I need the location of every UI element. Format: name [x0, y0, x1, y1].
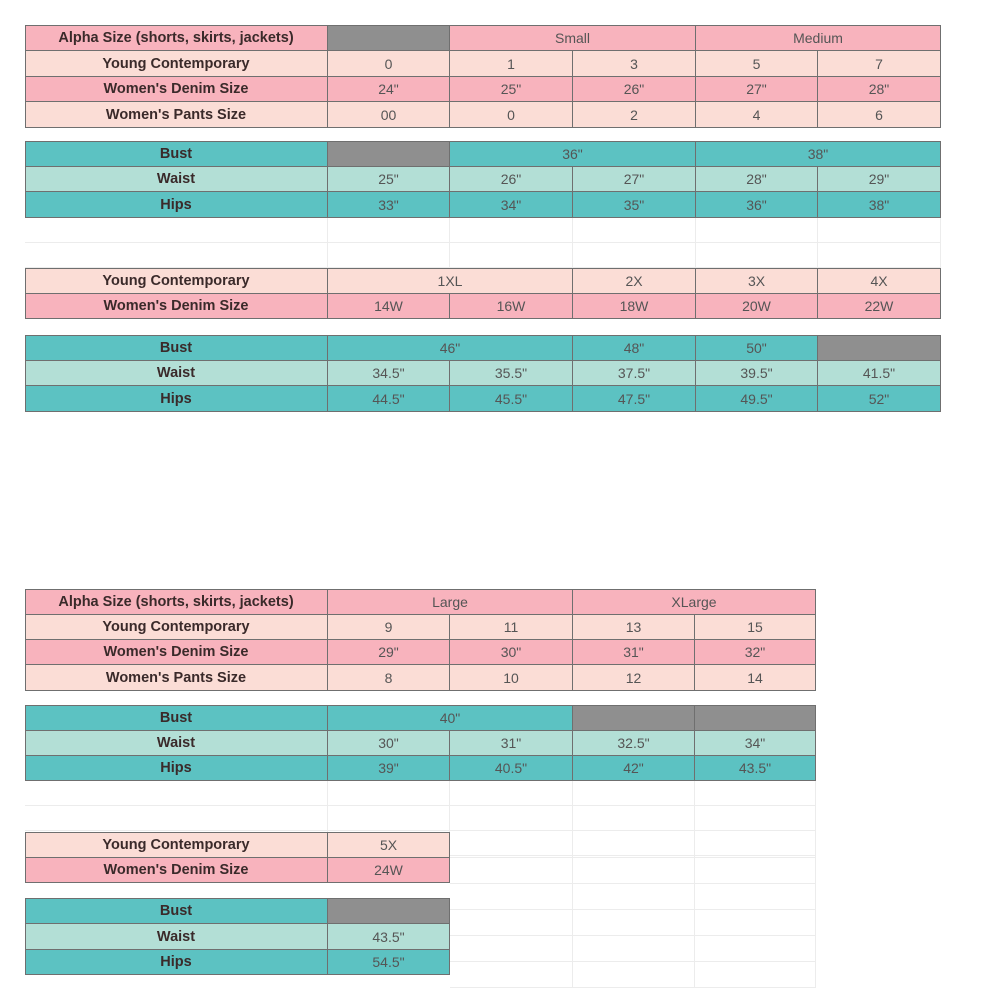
bottom-bust-cell	[695, 705, 816, 731]
bottom-hips-cell: 43.5"	[695, 756, 816, 781]
top-pants-cell: 00	[328, 102, 450, 128]
empty-grid-cell	[573, 936, 695, 962]
empty-grid-cell	[328, 781, 450, 806]
bottom-plus-row-label-young: Young Contemporary	[25, 832, 328, 858]
top-plus-bust-cell: 50"	[696, 335, 818, 361]
empty-grid-cell	[328, 806, 450, 831]
top-plus-waist-cell: 35.5"	[450, 361, 573, 386]
empty-grid-cell	[25, 806, 328, 831]
bottom-denim-cell: 29"	[328, 640, 450, 665]
empty-grid-cell	[573, 806, 695, 831]
top-denim-cell: 27"	[696, 77, 818, 102]
bottom-pants-cell: 14	[695, 665, 816, 691]
bottom-waist-cell: 31"	[450, 731, 573, 756]
top-pants-cell: 0	[450, 102, 573, 128]
empty-grid-cell	[450, 832, 573, 858]
top-row-label-pants: Women's Pants Size	[25, 102, 328, 128]
top-bust-cell	[328, 141, 450, 167]
bottom-alpha-cell: XLarge	[573, 589, 816, 615]
top-row-label-waist: Waist	[25, 167, 328, 192]
top-plus-denim-cell: 20W	[696, 294, 818, 319]
top-plus-waist-cell: 34.5"	[328, 361, 450, 386]
empty-grid-cell	[695, 806, 816, 831]
top-pants-cell: 4	[696, 102, 818, 128]
top-plus-hips-cell: 49.5"	[696, 386, 818, 412]
empty-grid-cell	[450, 218, 573, 243]
bottom-waist-cell: 30"	[328, 731, 450, 756]
top-hips-cell: 36"	[696, 192, 818, 218]
bottom-hips-cell: 42"	[573, 756, 695, 781]
bottom-plus-waist-cell: 43.5"	[328, 924, 450, 950]
top-waist-cell: 28"	[696, 167, 818, 192]
bottom-plus-row-label-bust: Bust	[25, 898, 328, 924]
top-row-label-denim: Women's Denim Size	[25, 77, 328, 102]
top-bust-cell: 38"	[696, 141, 941, 167]
top-plus-denim-cell: 14W	[328, 294, 450, 319]
bottom-pants-cell: 10	[450, 665, 573, 691]
bottom-bust-cell	[573, 705, 695, 731]
top-plus-young-cell: 4X	[818, 268, 941, 294]
bottom-pants-cell: 12	[573, 665, 695, 691]
bottom-hips-cell: 40.5"	[450, 756, 573, 781]
top-plus-bust-cell: 48"	[573, 335, 696, 361]
top-pants-cell: 6	[818, 102, 941, 128]
empty-grid-cell	[328, 218, 450, 243]
bottom-bust-cell: 40"	[328, 705, 573, 731]
bottom-plus-denim-cell: 24W	[328, 858, 450, 883]
bottom-row-label-pants: Women's Pants Size	[25, 665, 328, 691]
empty-grid-cell	[696, 243, 818, 268]
empty-grid-cell	[450, 962, 573, 988]
top-plus-row-label-bust: Bust	[25, 335, 328, 361]
bottom-pants-cell: 8	[328, 665, 450, 691]
bottom-row-label-hips: Hips	[25, 756, 328, 781]
top-plus-denim-cell: 18W	[573, 294, 696, 319]
empty-grid-cell	[25, 243, 328, 268]
top-hips-cell: 33"	[328, 192, 450, 218]
empty-grid-cell	[573, 218, 696, 243]
top-row-label-young: Young Contemporary	[25, 51, 328, 77]
top-plus-waist-cell: 39.5"	[696, 361, 818, 386]
top-plus-bust-cell: 46"	[328, 335, 573, 361]
top-row-label-hips: Hips	[25, 192, 328, 218]
bottom-row-label-alpha: Alpha Size (shorts, skirts, jackets)	[25, 589, 328, 615]
top-row-label-alpha: Alpha Size (shorts, skirts, jackets)	[25, 25, 328, 51]
empty-grid-cell	[695, 936, 816, 962]
empty-grid-cell	[25, 781, 328, 806]
bottom-plus-young-cell: 5X	[328, 832, 450, 858]
empty-grid-cell	[573, 910, 695, 936]
bottom-denim-cell: 30"	[450, 640, 573, 665]
empty-grid-cell	[695, 781, 816, 806]
empty-grid-cell	[695, 832, 816, 858]
empty-grid-cell	[450, 781, 573, 806]
bottom-plus-row-label-hips: Hips	[25, 950, 328, 975]
empty-grid-cell	[328, 243, 450, 268]
top-waist-cell: 25"	[328, 167, 450, 192]
top-plus-denim-cell: 16W	[450, 294, 573, 319]
top-young-cell: 0	[328, 51, 450, 77]
top-plus-hips-cell: 52"	[818, 386, 941, 412]
top-plus-row-label-waist: Waist	[25, 361, 328, 386]
empty-grid-cell	[573, 858, 695, 884]
bottom-young-cell: 15	[695, 615, 816, 640]
empty-grid-cell	[450, 936, 573, 962]
top-plus-hips-cell: 45.5"	[450, 386, 573, 412]
top-alpha-cell	[328, 25, 450, 51]
empty-grid-cell	[450, 806, 573, 831]
empty-grid-cell	[695, 962, 816, 988]
empty-grid-cell	[573, 832, 695, 858]
top-plus-denim-cell: 22W	[818, 294, 941, 319]
empty-grid-cell	[695, 858, 816, 884]
empty-grid-cell	[695, 884, 816, 910]
bottom-plus-row-label-waist: Waist	[25, 924, 328, 950]
top-plus-waist-cell: 37.5"	[573, 361, 696, 386]
empty-grid-cell	[818, 243, 941, 268]
bottom-plus-row-label-denim: Women's Denim Size	[25, 858, 328, 883]
bottom-row-label-young: Young Contemporary	[25, 615, 328, 640]
top-plus-bust-cell	[818, 335, 941, 361]
bottom-row-label-waist: Waist	[25, 731, 328, 756]
top-plus-young-cell: 3X	[696, 268, 818, 294]
top-waist-cell: 29"	[818, 167, 941, 192]
bottom-denim-cell: 31"	[573, 640, 695, 665]
bottom-waist-cell: 32.5"	[573, 731, 695, 756]
top-young-cell: 3	[573, 51, 696, 77]
top-pants-cell: 2	[573, 102, 696, 128]
top-waist-cell: 27"	[573, 167, 696, 192]
top-hips-cell: 35"	[573, 192, 696, 218]
top-hips-cell: 34"	[450, 192, 573, 218]
top-denim-cell: 26"	[573, 77, 696, 102]
empty-grid-cell	[573, 781, 695, 806]
top-plus-waist-cell: 41.5"	[818, 361, 941, 386]
empty-grid-cell	[25, 218, 328, 243]
top-plus-row-label-hips: Hips	[25, 386, 328, 412]
empty-grid-cell	[450, 858, 573, 884]
top-plus-hips-cell: 44.5"	[328, 386, 450, 412]
bottom-young-cell: 9	[328, 615, 450, 640]
top-bust-cell: 36"	[450, 141, 696, 167]
empty-grid-cell	[573, 962, 695, 988]
bottom-denim-cell: 32"	[695, 640, 816, 665]
top-young-cell: 1	[450, 51, 573, 77]
empty-grid-cell	[818, 218, 941, 243]
top-waist-cell: 26"	[450, 167, 573, 192]
empty-grid-cell	[450, 884, 573, 910]
bottom-plus-bust-cell	[328, 898, 450, 924]
bottom-plus-hips-cell: 54.5"	[328, 950, 450, 975]
bottom-alpha-cell: Large	[328, 589, 573, 615]
empty-grid-cell	[573, 884, 695, 910]
top-hips-cell: 38"	[818, 192, 941, 218]
empty-grid-cell	[450, 243, 573, 268]
empty-grid-cell	[696, 218, 818, 243]
top-plus-row-label-young: Young Contemporary	[25, 268, 328, 294]
top-row-label-bust: Bust	[25, 141, 328, 167]
bottom-waist-cell: 34"	[695, 731, 816, 756]
top-plus-row-label-denim: Women's Denim Size	[25, 294, 328, 319]
empty-grid-cell	[695, 910, 816, 936]
bottom-row-label-denim: Women's Denim Size	[25, 640, 328, 665]
top-denim-cell: 28"	[818, 77, 941, 102]
bottom-hips-cell: 39"	[328, 756, 450, 781]
top-plus-hips-cell: 47.5"	[573, 386, 696, 412]
empty-grid-cell	[573, 243, 696, 268]
top-young-cell: 5	[696, 51, 818, 77]
top-alpha-cell: Small	[450, 25, 696, 51]
bottom-young-cell: 13	[573, 615, 695, 640]
empty-grid-cell	[450, 910, 573, 936]
top-plus-young-cell: 1XL	[328, 268, 573, 294]
top-denim-cell: 24"	[328, 77, 450, 102]
bottom-young-cell: 11	[450, 615, 573, 640]
top-plus-young-cell: 2X	[573, 268, 696, 294]
top-alpha-cell: Medium	[696, 25, 941, 51]
top-young-cell: 7	[818, 51, 941, 77]
top-denim-cell: 25"	[450, 77, 573, 102]
bottom-row-label-bust: Bust	[25, 705, 328, 731]
